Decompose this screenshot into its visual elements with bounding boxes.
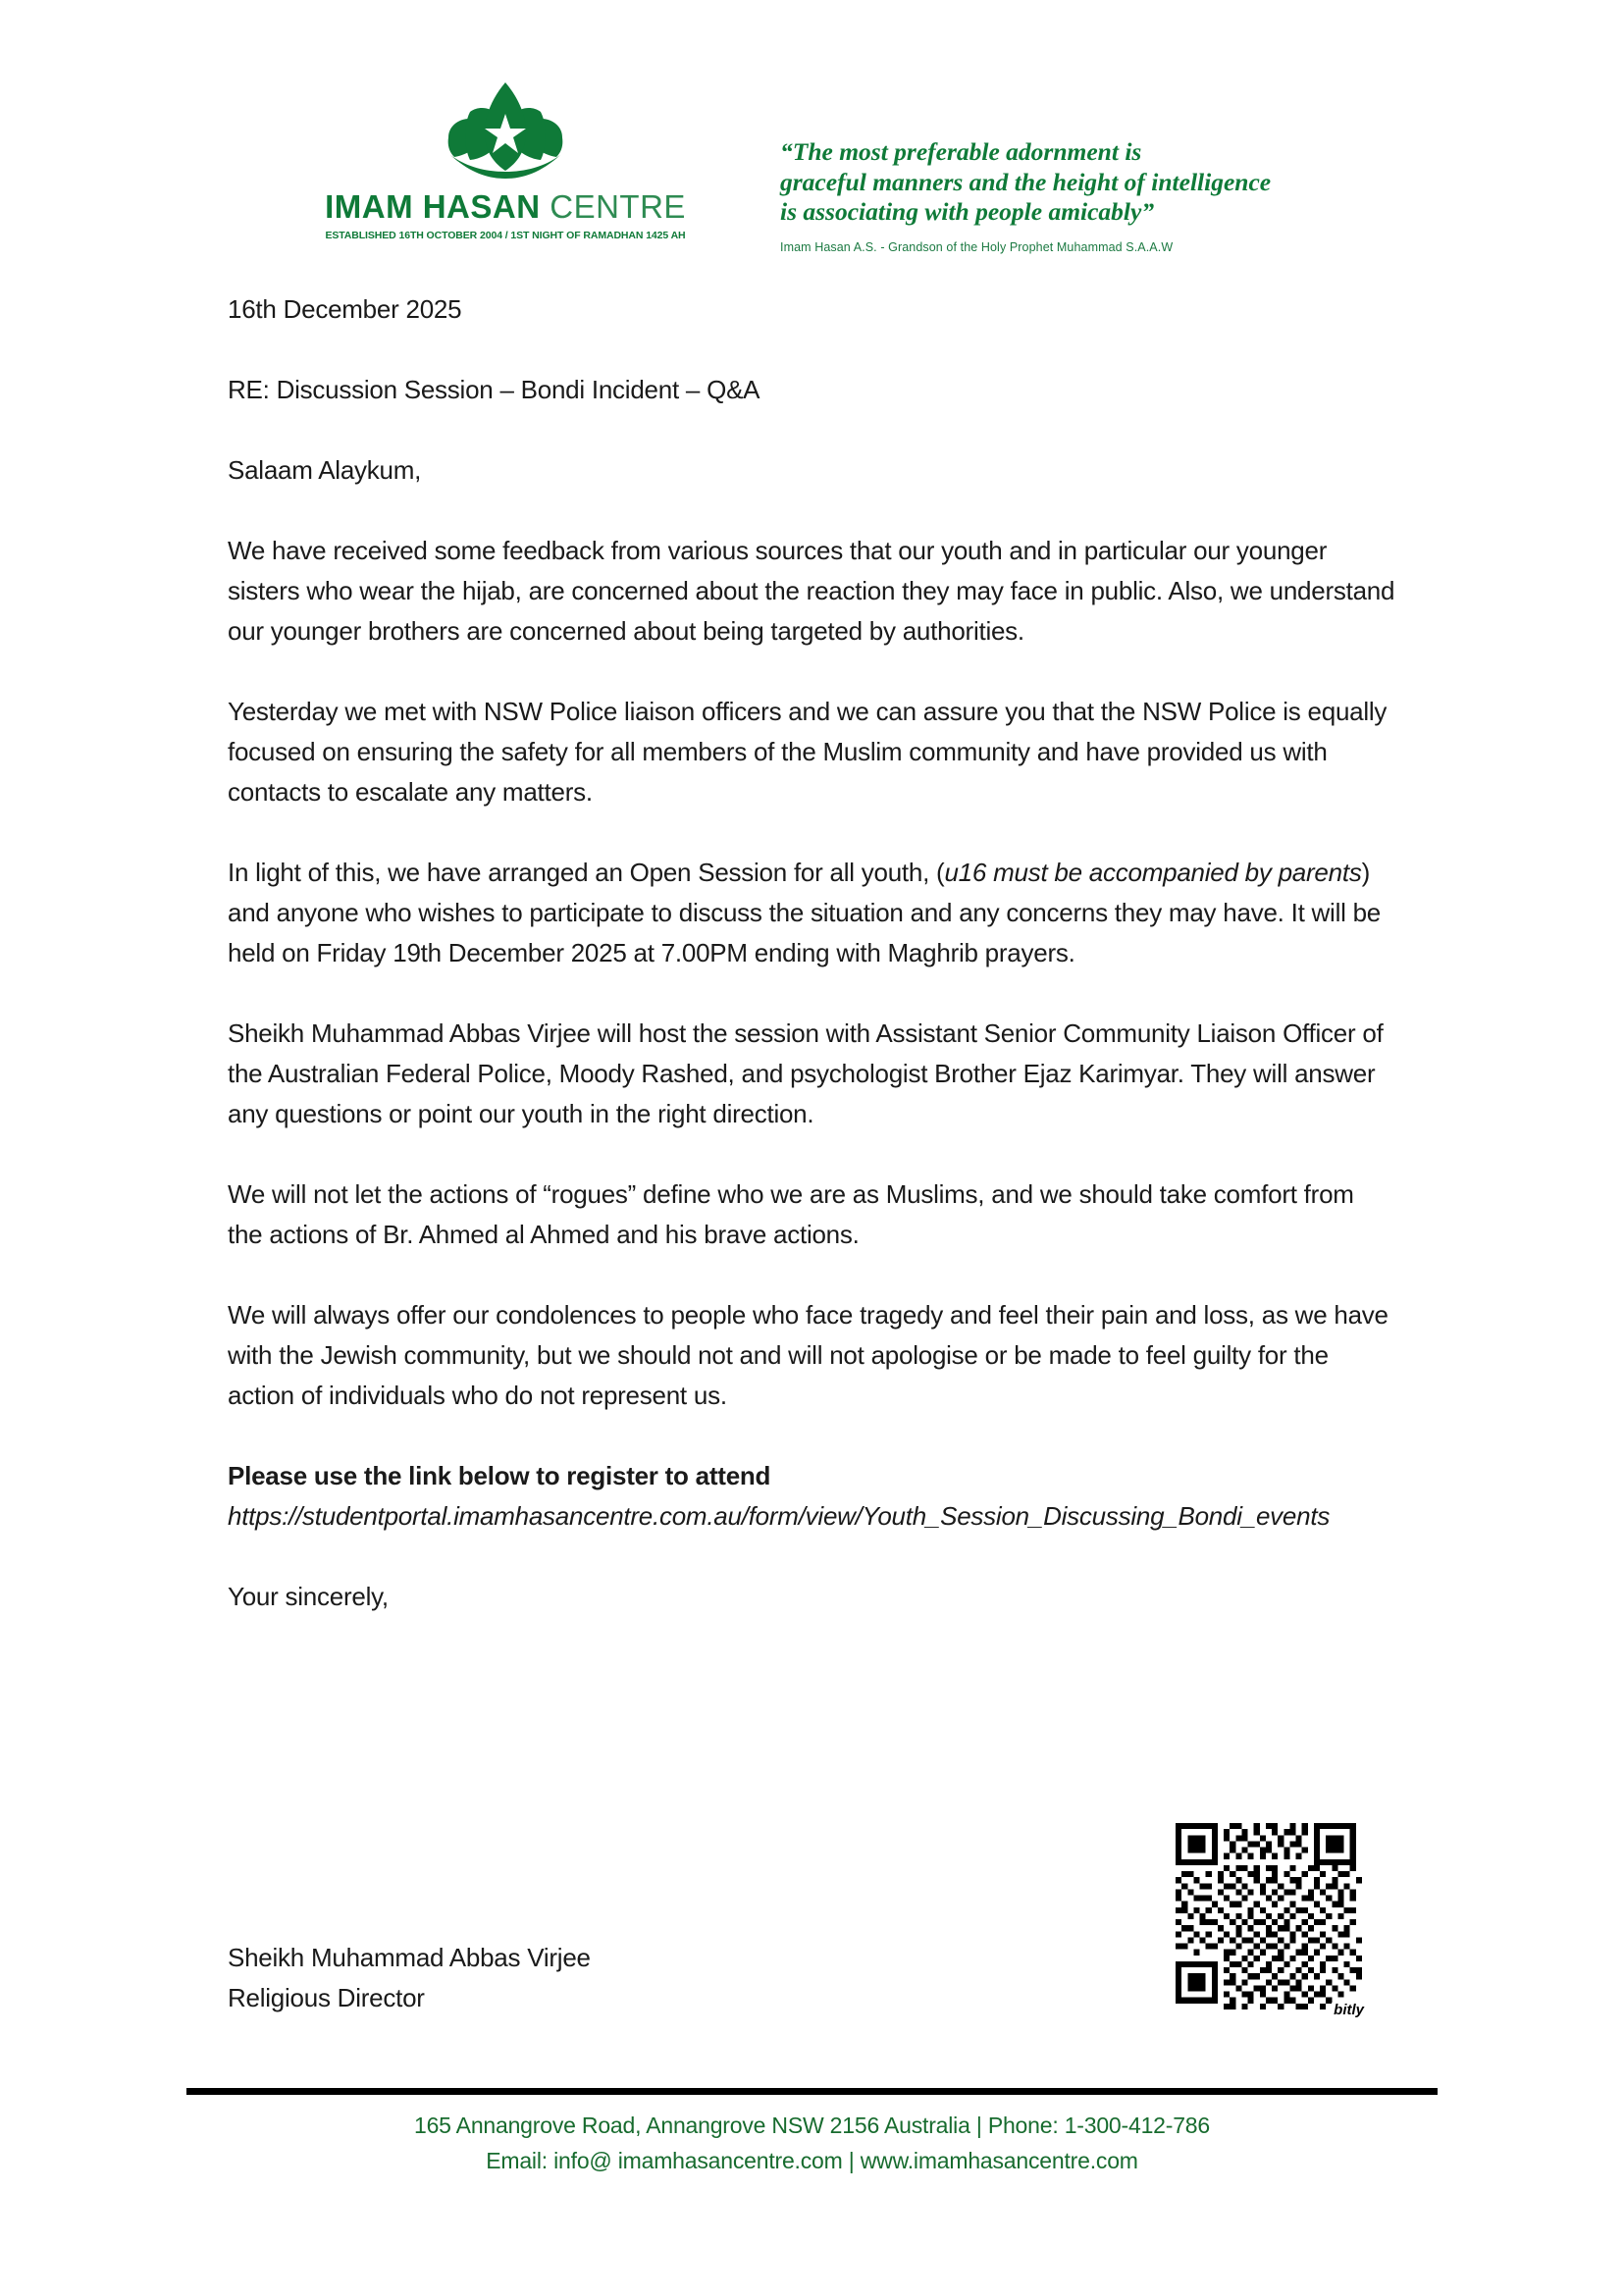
letter-subject: RE: Discussion Session – Bondi Incident – Q&A <box>228 375 760 404</box>
quote-attribution: Imam Hasan A.S. - Grandson of the Holy Prophet Muhammad S.A.A.W <box>780 239 1174 254</box>
letter-body <box>228 289 1395 1617</box>
paragraph-3-part-b: ) and anyone who wishes to participate to discuss the situation and any concerns they may have. It will be held on Friday 19th December 2025 at 7.00PM ending with Maghrib prayers. <box>228 858 1382 967</box>
letter-paragraph-5: We will not let the actions of “rogues” define who we are as Muslims, and we should take comfort from the actions of Br. Ahmed al Ahmed and his brave actions. <box>228 1179 1354 1249</box>
logo-wordmark-bold: IMAM HASAN <box>325 188 541 225</box>
paragraph-3-part-a: In light of this, we have arranged an Open Session for all youth, ( <box>228 858 945 887</box>
logo-wordmark-light: CENTRE <box>540 188 686 225</box>
quote-line-3: is associating with people amicably” <box>780 197 1155 227</box>
lotus-flower-with-star-logo <box>427 77 584 184</box>
letter-salutation: Salaam Alaykum, <box>228 455 422 485</box>
organisation-logo <box>324 77 687 241</box>
letter-paragraph-6: We will always offer our condolences to people who face tragedy and feel their pain and loss, as we have with the Jewish community, but we should not and will not apologise or be made to feel guilty for the action of individuals who do not represent us. <box>228 1300 1388 1410</box>
letter-paragraph-1: We have received some feedback from various sources that our youth and in particular our younger sisters who wear the hijab, are concerned about the reaction they may face in public. Also, we understand our younger brothers are concerned about being targeted by authorities. <box>228 536 1395 646</box>
footer <box>0 2088 1624 2178</box>
registration-link[interactable]: https://studentportal.imamhasancentre.com.au/form/view/Youth_Session_Discussing_Bondi_events <box>228 1501 1331 1531</box>
letterhead-quote <box>780 137 1369 254</box>
qr-code-image[interactable] <box>1170 1817 1368 2018</box>
footer-divider <box>186 2088 1438 2095</box>
qr-code[interactable] <box>1170 1817 1368 2018</box>
qr-brand-label: bitly <box>1334 2002 1364 2018</box>
quote-line-2: graceful manners and the height of intelligence <box>780 167 1272 196</box>
footer-email-website: Email: info@ imamhasancentre.com | www.imamhasancentre.com <box>486 2148 1138 2173</box>
logo-wordmark <box>324 190 687 223</box>
letter-sign-off: Your sincerely, <box>228 1582 389 1611</box>
signature-title: Religious Director <box>228 1983 425 2012</box>
register-heading: Please use the link below to register to attend <box>228 1461 771 1490</box>
signature-name: Sheikh Muhammad Abbas Virjee <box>228 1943 591 1972</box>
quote-line-1: “The most preferable adornment is <box>780 137 1142 166</box>
logo-established-line: ESTABLISHED 16TH OCTOBER 2004 / 1ST NIGHT OF RAMADHAN 1425 AH <box>325 230 686 241</box>
letter-paragraph-3 <box>228 853 1395 973</box>
letter-paragraph-4: Sheikh Muhammad Abbas Virjee will host the session with Assistant Senior Community Liaison Officer of the Australian Federal Police, Moody Rashed, and psychologist Brother Ejaz Karimyar. They will answer any questions or point our youth in the right direction. <box>228 1018 1384 1128</box>
signature-block <box>228 1938 915 2018</box>
letterhead <box>0 0 1624 280</box>
paragraph-3-italic-note: u16 must be accompanied by parents <box>944 858 1362 887</box>
letter-date: 16th December 2025 <box>228 294 462 324</box>
footer-address-phone: 165 Annangrove Road, Annangrove NSW 2156 Australia | Phone: 1-300-412-786 <box>413 2113 1210 2138</box>
letter-paragraph-2: Yesterday we met with NSW Police liaison officers and we can assure you that the NSW Police is equally focused on ensuring the safety for all members of the Muslim community and have provided us with contacts to escalate any matters. <box>228 697 1388 807</box>
